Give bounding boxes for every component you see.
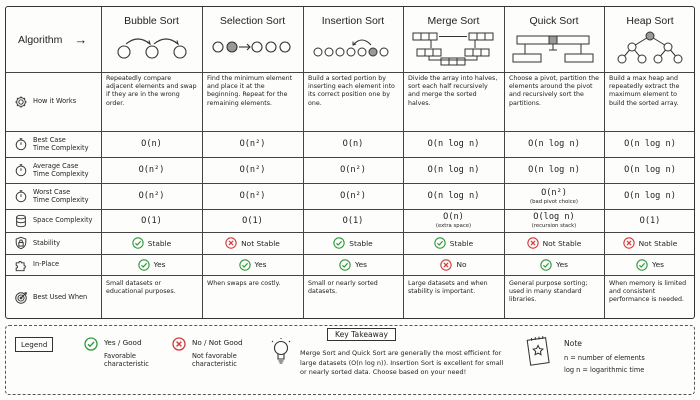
check-circle-icon [540,259,552,271]
legend-title: Legend [15,337,53,352]
status-text: Stable [349,238,373,248]
quick-sort-illustration [511,31,597,65]
header-heap-sort [604,7,696,72]
label-line1: Average Case [33,161,79,170]
check-circle-icon [636,259,648,271]
status-text: Not Stable [241,238,280,248]
how-merge: Divide the array into halves, sort each half recursively and merge the sorted halves. [408,75,498,107]
arrow-right-icon: → [74,32,88,47]
x-circle-icon [623,237,635,249]
space-insertion: O(1) [342,215,364,226]
check-circle-icon [434,237,446,249]
row-label-space [6,209,101,232]
x-circle-icon [527,237,539,249]
value-note: (extra space) [435,223,472,229]
avg-bubble: O(n²) [138,165,165,175]
x-circle-icon [440,259,452,271]
legend-good-line1: Favorable [104,351,136,360]
label-line2: Time Complexity [33,196,89,204]
value-text: O(log n) [533,212,575,222]
target-icon [14,291,28,305]
header-insertion-sort [303,7,403,72]
bestused-bubble: Small datasets or educational purposes. [106,280,176,296]
worst-heap: O(n log n) [624,191,676,201]
avg-quick: O(n log n) [528,165,580,175]
header-quick-sort [504,7,604,72]
gear-icon [14,95,28,109]
status-text: Yes [652,260,664,269]
space-quick [504,209,604,232]
status-text: Yes [153,260,166,269]
worst-selection: O(n²) [239,191,266,201]
bestused-selection: When swaps are costly. [207,280,281,287]
status-text: Stable [449,238,474,248]
how-selection: Find the minimum element and place it at the beginning. Repeat for the remaining elements. [207,75,293,107]
comparison-table [5,6,695,319]
legend-bad-title: No / Not Good [192,338,243,347]
stability-selection [202,232,303,254]
status-text: Yes [254,260,267,269]
key-takeaway-title: Key Takeaway [327,328,396,341]
stability-insertion [303,232,403,254]
status-text: Stable [147,238,172,248]
algorithm-header [6,7,101,72]
selection-sort-illustration [210,32,296,62]
inplace-selection [202,254,303,275]
row-label-best-case [6,131,101,157]
check-circle-icon [239,259,251,271]
check-circle-icon [333,237,345,249]
header-merge-sort [403,7,504,72]
how-bubble: Repeatedly compare adjacent elements and swap if they are in the wrong order. [106,75,197,107]
key-takeaway-text: Merge Sort and Quick Sort are generally the most efficient for large datasets (O(n log n)). Insertion Sort is excellent for small or nearly sorted data. Choose based on your need! [300,349,504,376]
how-heap: Build a max heap and repeatedly extract the maximum element to build the sorted array. [609,75,680,107]
worst-insertion: O(n²) [340,191,366,201]
label-line1: Worst Case [33,187,71,196]
best-insertion: O(n) [342,139,364,149]
bestused-insertion: Small or nearly sorted datasets. [308,280,378,296]
bestused-merge: Large datasets and when stability is important. [408,280,488,296]
inplace-bubble [101,254,202,275]
label-line1: Best Case [33,135,66,144]
stopwatch-icon [14,137,28,151]
legend-good [104,339,149,369]
header-label: Insertion Sort [321,15,385,27]
check-circle-icon [84,337,98,351]
inplace-quick [504,254,604,275]
value-note: (bad pivot choice) [530,198,578,205]
status-text: Not Stable [638,238,678,248]
merge-sort-illustration [411,30,497,66]
best-bubble: O(n) [141,139,162,149]
row-label-stability [6,232,101,254]
lightbulb-icon [271,338,291,368]
header-bubble-sort [101,7,202,72]
avg-merge: O(n log n) [427,165,480,175]
best-merge: O(n log n) [427,139,480,149]
header-label: Selection Sort [219,15,286,27]
space-merge [403,209,504,232]
header-label: Bubble Sort [124,15,179,27]
stability-quick [504,232,604,254]
stability-heap [604,232,696,254]
stability-bubble [101,232,202,254]
value-note: (recursion stack) [531,223,577,229]
row-label-best-used [6,275,101,320]
space-heap: O(1) [639,215,661,226]
row-label-worst-case [6,183,101,209]
worst-bubble: O(n²) [138,191,165,201]
note-line-2: log n = logarithmic time [564,366,645,374]
legend-bad-line1: Not favorable [192,351,237,360]
space-selection: O(1) [242,215,263,226]
avg-selection: O(n²) [239,165,266,175]
stability-merge [403,232,504,254]
shield-icon [14,236,28,250]
label-text: Best Used When [33,293,88,302]
heap-sort-illustration [610,30,690,66]
label-text: Space Complexity [33,216,93,225]
row-label-how-it-works [6,72,101,131]
check-circle-icon [339,259,351,271]
label-text: Stability [33,238,60,247]
inplace-insertion [303,254,403,275]
worst-merge: O(n log n) [427,191,480,201]
note-title: Note [564,339,582,348]
database-icon [14,214,28,228]
legend-bad-line2: characteristic [192,360,237,368]
best-quick: O(n log n) [528,139,580,149]
how-quick: Choose a pivot, partition the elements around the pivot and recursively sort the partitions. [509,75,599,107]
insertion-sort-illustration [310,32,396,62]
best-heap: O(n log n) [624,139,676,149]
bestused-heap: When memory is limited and consistent performance is needed. [609,280,687,304]
x-circle-icon [172,337,186,351]
bestused-quick: General purpose sorting; used in many standard libraries. [509,280,588,304]
inplace-heap [604,254,696,275]
status-text: No [456,260,467,269]
puzzle-icon [14,258,28,272]
avg-heap: O(n log n) [624,165,676,175]
bubble-sort-illustration [112,32,192,62]
label-text: In-Place [33,260,60,269]
label-line2: Time Complexity [33,144,89,152]
algorithm-label: Algorithm [18,33,63,46]
worst-quick [504,183,604,209]
note-line-1: n = number of elements [564,354,645,362]
check-circle-icon [138,259,150,271]
header-selection-sort [202,7,303,72]
stopwatch-icon [14,163,28,177]
status-text: Not Stable [542,238,582,248]
row-label-in-place [6,254,101,275]
header-label: Merge Sort [427,15,480,27]
avg-insertion: O(n²) [340,165,366,175]
legend-bad [192,339,243,369]
header-label: Heap Sort [626,15,674,27]
inplace-merge [403,254,504,275]
space-bubble: O(1) [141,215,162,226]
label-text: How it Works [33,97,77,106]
label-line2: Time Complexity [33,170,89,178]
notepad-icon [526,335,552,367]
header-label: Quick Sort [529,15,579,27]
row-label-average-case [6,157,101,183]
legend-good-title: Yes / Good [104,338,142,347]
x-circle-icon [225,237,237,249]
status-text: Yes [556,260,568,269]
check-circle-icon [132,237,144,249]
stopwatch-icon [14,189,28,203]
status-text: Yes [355,260,367,269]
legend-good-line2: characteristic [104,360,149,368]
how-insertion: Build a sorted portion by inserting each element into its correct position one by one. [308,75,395,107]
value-text: O(n) [443,212,464,222]
best-selection: O(n²) [239,139,266,149]
value-text: O(n²) [541,187,567,198]
